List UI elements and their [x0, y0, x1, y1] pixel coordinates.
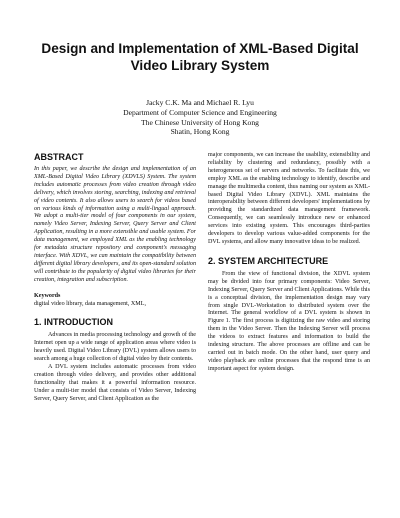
system-architecture-heading: 2. SYSTEM ARCHITECTURE — [208, 255, 329, 266]
keywords-text: digital video library, data management, XML, — [34, 300, 146, 307]
keywords-heading: Keywords — [34, 292, 61, 299]
left-column — [34, 152, 196, 404]
introduction-continued: major components, we can increase the usability, extensibility and reliability by clustering and redundancy, possibly with a heterogeneous set of servers and networks. To facilitate this, we employ XML as the enabling technology to identify, describe and manage the multimedia content, thus naming our system as XML-based Digital Video Library (XDVL). XML maintains the interoperability between different developers' implementations by providing the standardized data management framework. Consequently, we can seamlessly introduce new or enhanced services into existing system. This encourages third-parties developers to develop various value-added components for the DVL systems, and allow many innovative ideas to be realized. — [208, 152, 370, 245]
title-line-2: Video Library System — [130, 58, 270, 73]
abstract-heading: ABSTRACT — [34, 152, 84, 162]
author-names: Jacky C.K. Ma and Michael R. Lyu — [146, 98, 254, 107]
affiliation-line-3: Shatin, Hong Kong — [170, 127, 230, 137]
title-line-1: Design and Implementation of XML-Based Digital — [41, 41, 359, 56]
affiliation-line-2: The Chinese University of Hong Kong — [141, 117, 259, 127]
abstract-text: In this paper, we describe the design and implementation of an XML-Based Digital Video Library (XDVLS) System. The system includes automatic processes from video creation through video delivery, which involves storing, searching, indexing and retrieval of video contents. It also allows users to search for videos based on various kinds of information using a multi-lingual approach. We adopt a multi-tier model of four components in our system, namely Video Server, Indexing Server, Query Server and Client Application, resulting in a more extensible and usable system. For data management, we employed XML as the enabling technology for metadata structure repository and component's messaging interface. With XDVL, we can maintain the compatibility between different digital library developers, and its open-standard solution will contribute to the popularity of digital video libraries for their creation, integration and subscription. — [34, 166, 196, 283]
system-architecture-text: From the view of functional division, the XDVL system may be divided into four primary components: Video Server, Indexing Server, Query Server and Client Applications. While this is a conceptual division, the implementation design may vary from single DVL-Workstation to distributed system over the Internet. The general workflow of a DVL system is shown in Figure 1. The first process is digitizing the raw video and storing them in the Video Server. Then the Indexing Server will process the videos to extract features and information to build the indexing structure. The above processes are offline and can be carried out in batch mode. On the other hand, user query and video playback are online processes that the respond time is an important aspect for system design. — [208, 270, 370, 372]
introduction-heading: 1. INTRODUCTION — [34, 317, 114, 328]
introduction-paragraph-1: Advances in media processing technology and growth of the Internet open up a wide range of application areas where video is heavily used. Digital Video Library (DVL) system allows users to search among a huge collection of digital video by their contents. — [34, 332, 196, 363]
right-column — [208, 152, 370, 374]
author-block — [40, 98, 360, 137]
introduction-paragraph-2: A DVL system includes automatic processes from video creation through video delivery, and provides other additional functionality that makes it a powerful information resource. Under a multi-tier model that consists of Video Server, Indexing Server, Query Server, and Client Application as the — [34, 364, 196, 402]
paper-title — [30, 40, 370, 74]
affiliation-line-1: Department of Computer Science and Engineering — [123, 107, 277, 117]
